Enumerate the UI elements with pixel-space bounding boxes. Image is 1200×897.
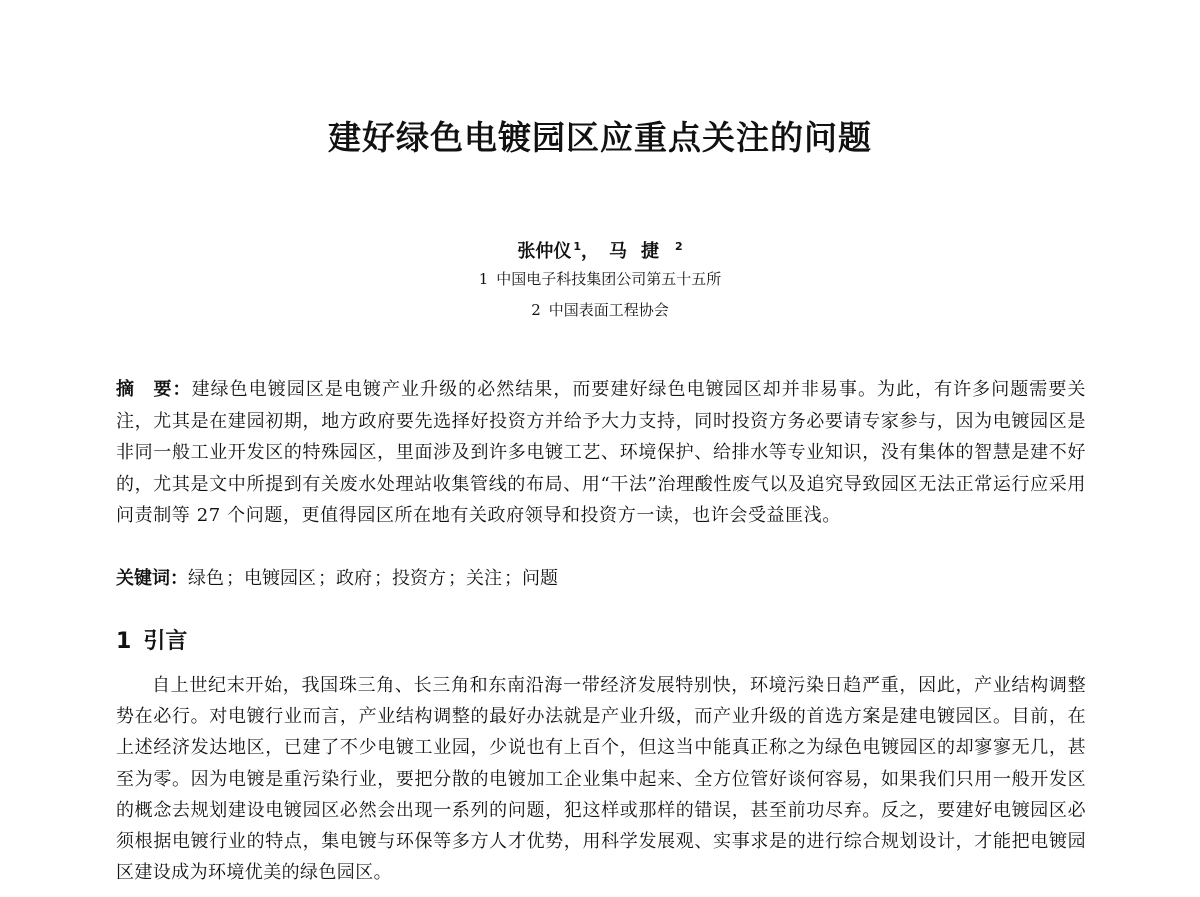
author-name: 马捷 <box>609 241 673 262</box>
keyword: 电镀园区 <box>244 568 316 589</box>
keyword-separator: ； <box>226 568 244 589</box>
abstract-label-char: 摘 <box>116 379 136 400</box>
keyword-separator: ； <box>504 568 522 589</box>
abstract-label-text <box>116 379 173 400</box>
abstract-label-colon: ： <box>172 379 192 400</box>
affiliation-number: 1 <box>478 270 489 288</box>
affiliation <box>0 298 1200 322</box>
affiliation-number: 2 <box>531 301 541 319</box>
section-heading <box>116 624 187 660</box>
affiliation-name: 中国表面工程协会 <box>548 301 669 319</box>
section-title: 引言 <box>143 629 188 654</box>
keywords-list <box>188 568 560 589</box>
paper-title: 建好绿色电镀园区应重点关注的问题 <box>328 118 872 157</box>
abstract-label-char: 要 <box>153 379 173 400</box>
keyword: 投资方 <box>392 568 446 589</box>
keyword: 问题 <box>522 568 558 589</box>
affiliation-name: 中国电子科技集团公司第五十五所 <box>496 270 722 288</box>
keywords <box>116 563 1086 594</box>
author-separator: ， <box>581 241 599 262</box>
affiliation <box>0 267 1200 291</box>
abstract-label <box>116 379 192 400</box>
body-text <box>116 670 1086 888</box>
keyword-separator: ； <box>448 568 466 589</box>
keyword: 绿色 <box>188 568 224 589</box>
abstract-text: 建绿色电镀园区是电镀产业升级的必然结果，而要建好绿色电镀园区却并非易事。为此，有许多问题需要关注，尤其是在建园初期，地方政府要先选择好投资方并给予大力支持，同时投资方务必要请专家参与，因为电镀园区是非同一般工业开发区的特殊园区，里面涉及到许多电镀工艺、环境保护、给排水等专业知识，没有集体的智慧是建不好的，尤其是文中所提到有关废水处理站收集管线的布局、用“干法”治理酸性废气以及追究导致园区无法正常运行应采用问责制等 27 个问题，更值得园区所在地有关政府领导和投资方一读，也许会受益匪浅。 <box>116 379 1086 526</box>
author-affiliation-ref: 2 <box>675 240 683 253</box>
keywords-label: 关键词： <box>116 568 188 589</box>
keyword-separator: ； <box>374 568 392 589</box>
author-name: 张仲仪 <box>517 241 572 262</box>
paragraph: 自上世纪末开始，我国珠三角、长三角和东南沿海一带经济发展特别快，环境污染日趋严重，因此，产业结构调整势在必行。对电镀行业而言，产业结构调整的最好办法就是产业升级，而产业升级的首选方案是建电镀园区。目前，在上述经济发达地区，已建了不少电镀工业园，少说也有上百个，但这当中能真正称之为绿色电镀园区的却寥寥无几，甚至为零。因为电镀是重污染行业，要把分散的电镀加工企业集中起来、全方位管好谈何容易，如果我们只用一般开发区的概念去规划建设电镀园区必然会出现一系列的问题，犯这样或那样的错误，甚至前功尽弃。反之，要建好电镀园区必须根据电镀行业的特点，集电镀与环保等多方人才优势，用科学发展观、实事求是的进行综合规划设计，才能把电镀园区建设成为环境优美的绿色园区。 <box>116 675 1086 884</box>
keyword: 关注 <box>466 568 502 589</box>
keyword-separator: ； <box>318 568 336 589</box>
author-line <box>0 232 1200 267</box>
keyword: 政府 <box>336 568 372 589</box>
section-number: 1 <box>116 629 132 654</box>
author-affiliation-ref: 1 <box>573 240 581 253</box>
abstract <box>116 374 1086 532</box>
